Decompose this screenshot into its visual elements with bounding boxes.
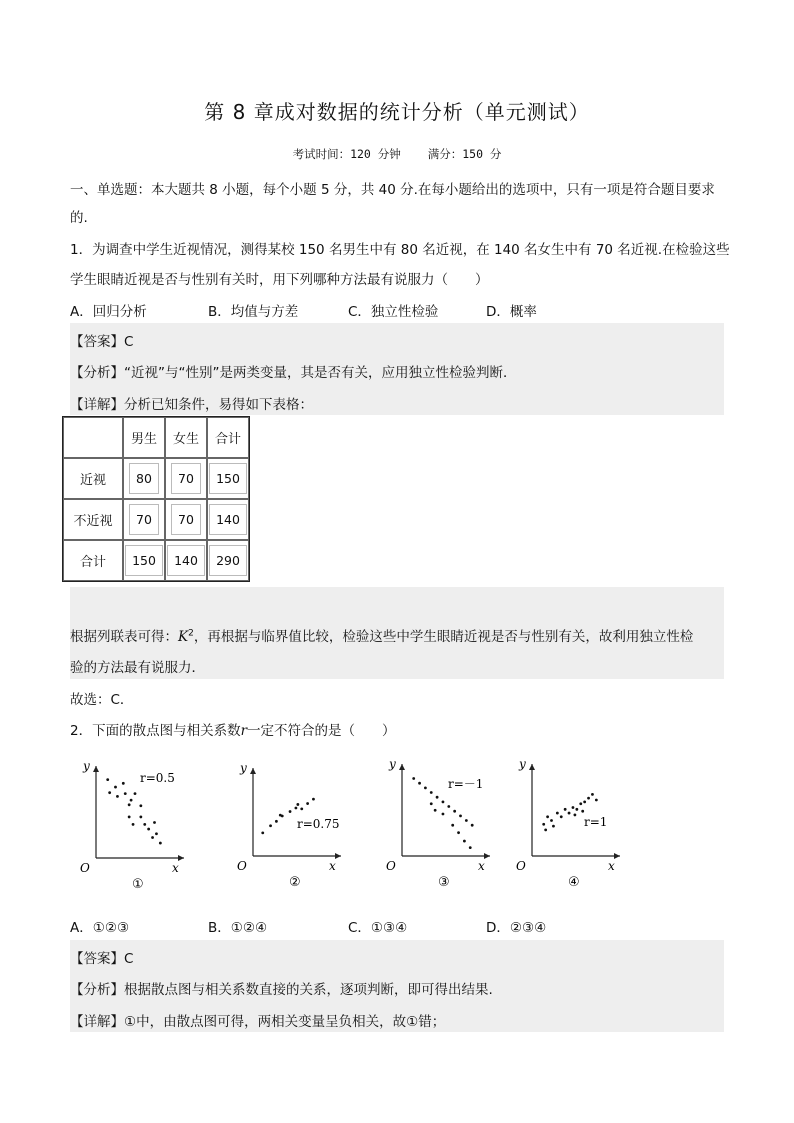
header-male: 男生 [130,432,157,447]
scatter-point [424,786,427,789]
scatter-point [469,846,472,849]
cell-value: 80 [129,463,159,494]
page-title: 第 8 章成对数据的统计分析（单元测试） [204,100,590,124]
cell-value: 70 [171,504,201,535]
table-row [63,458,249,499]
scatter-point [289,810,292,813]
correlation-label: r=0.75 [297,817,340,831]
scatter-point [132,823,135,826]
table-cell [207,540,249,581]
scatter-point [574,814,577,817]
scatter-point [434,809,437,812]
scatter-point [463,840,466,843]
correlation-label: r=0.5 [140,771,175,785]
scatter-point [275,820,278,823]
scatter-point [159,842,162,845]
scatter-point [451,824,454,827]
scatter-point [116,795,119,798]
table-cell [123,417,165,458]
q1-detail: 【详解】分析已知条件，易得如下表格： [70,397,313,413]
header-total: 合计 [214,432,241,447]
x-arrow-icon [335,853,341,859]
scatter-point [296,803,299,806]
q1-analysis: 【分析】“近视”与“性别”是两类变量，其是否有关，应用独立性检验判断． [70,365,517,381]
x-axis-label: x [608,859,615,873]
scatter-point [581,810,584,813]
header-female: 女生 [172,432,199,447]
table-cell [165,417,207,458]
scatter-point [465,819,468,822]
scatter-point [556,812,559,815]
y-arrow-icon [529,764,535,770]
scatter-point [550,819,553,822]
conclusion-text: 根据列联表可得： [70,629,178,645]
scatter-point [312,798,315,801]
scatter-point [447,805,450,808]
q1-stem-line1: 1．为调查中学生近视情况，测得某校 150 名男生中有 80 名近视，在 140 名女生中有 70 名近视.在检验这些 [70,242,730,258]
table-cell [165,499,207,540]
q2-option-d: D．②③④ [486,920,547,936]
scatter-point [459,814,462,817]
scatter-point [155,832,158,835]
q1-stem-line2: 学生眼睛近视是否与性别有关时，用下列哪种方法最有说服力（ ） [70,272,489,288]
origin-label: O [386,859,396,873]
plot-number: ③ [438,875,450,890]
section-header-line1: 一、单选题：本大题共 8 小题，每个小题 5 分，共 40 分.在每小题给出的选项中，只有一项是符合题目要求 [70,182,715,198]
q2-stem-text: 一定不符合的是（ ） [247,723,396,739]
scatter-point [300,807,303,810]
scatter-point [442,800,445,803]
k-exponent: 2 [188,628,194,639]
scatter-point [430,791,433,794]
scatter-point [134,792,137,795]
q2-option-b: B．①②④ [208,920,268,936]
scatter-point [128,816,131,819]
x-axis-label: x [329,859,336,873]
scatter-point [139,804,142,807]
contingency-table [62,416,250,582]
r-symbol: r [240,723,248,739]
scatter-point [583,800,586,803]
q1-option-a: A．回归分析 [70,304,147,320]
q1-option-b: B．均值与方差 [208,304,299,320]
scatter-point [418,782,421,785]
q1-choose: 故选：C． [70,692,134,708]
scatter-point [147,828,150,831]
cell-value: 140 [209,504,247,535]
plot-number: ① [132,877,144,892]
scatter-point [139,816,142,819]
scatter-point [106,778,109,781]
scatter-point [568,812,571,815]
scatter-point [575,808,578,811]
scatter-point [124,792,127,795]
conclusion-text: ，再根据与临界值比较，检验这些中学生眼睛近视是否与性别有关，故利用独立性检 [193,629,694,645]
y-arrow-icon [250,768,256,774]
table-row [63,499,249,540]
q2-option-a: A．①②③ [70,920,130,936]
table-cell [123,499,165,540]
y-axis-label: y [389,757,396,771]
cell-value: 140 [167,545,205,576]
scatter-point [128,803,131,806]
scatter-point [471,824,474,827]
q1-conclusion-line2: 验的方法最有说服力． [70,660,205,676]
scatter-plot-4 [510,758,640,898]
plot-number: ② [289,875,301,890]
row-label: 合计 [79,555,106,570]
scatter-point [587,797,590,800]
table-cell [123,540,165,581]
scatter-point [153,821,156,824]
exam-info [0,146,794,162]
table-cell [207,417,249,458]
plot-number: ④ [568,875,580,890]
scatter-point [591,793,594,796]
q1-conclusion-line1 [70,625,693,645]
table-header-row [63,417,249,458]
table-cell [63,417,123,458]
section-header-line2: 的. [70,210,88,226]
table-row [63,540,249,581]
q1-option-c: C．独立性检验 [348,304,439,320]
table-cell [207,458,249,499]
origin-label: O [237,859,247,873]
scatter-point [544,828,547,831]
exam-score: 满分：150 分 [427,147,502,161]
q2-option-c: C．①③④ [348,920,408,936]
scatter-point [151,836,154,839]
y-axis-label: y [519,757,526,771]
x-arrow-icon [614,853,620,859]
scatter-point [552,825,555,828]
x-arrow-icon [178,855,184,861]
scatter-point [453,810,456,813]
scatter-point [442,813,445,816]
scatter-point [269,824,272,827]
y-arrow-icon [399,764,405,770]
x-axis-label: x [478,859,485,873]
correlation-label: r=1 [584,815,608,829]
q2-stem-text: 2．下面的散点图与相关系数 [70,723,241,739]
cell-value: 70 [171,463,201,494]
q2-stem [70,719,396,739]
scatter-point [295,807,298,810]
scatter-point [436,796,439,799]
cell-value: 70 [129,504,159,535]
scatter-point [430,802,433,805]
table-cell [63,458,123,499]
scatter-point [542,823,545,826]
table-cell [207,499,249,540]
cell-value: 150 [209,463,247,494]
scatter-point [122,782,125,785]
table-cell [63,540,123,581]
k-symbol: K [178,629,189,645]
table-cell [123,458,165,499]
row-label: 不近视 [73,514,113,529]
origin-label: O [516,859,526,873]
scatter-point [130,799,133,802]
q1-answer: 【答案】C [70,334,134,350]
row-label: 近视 [79,473,106,488]
cell-value: 150 [125,545,163,576]
scatter-point [457,831,460,834]
q2-answer: 【答案】C [70,951,134,967]
scatter-plot-2 [225,758,355,898]
scatter-point [108,791,111,794]
y-arrow-icon [93,766,99,772]
scatter-point [279,814,282,817]
scatter-point [114,786,117,789]
y-axis-label: y [240,761,247,775]
q2-analysis: 【分析】根据散点图与相关系数直接的关系，逐项判断，即可得出结果. [70,982,493,998]
q2-detail: 【详解】①中，由散点图可得，两相关变量呈负相关，故①错； [70,1014,446,1030]
scatter-point [572,806,575,809]
scatter-plot-3 [382,758,512,898]
table-cell [165,458,207,499]
scatter-point [595,799,598,802]
scatter-point [546,815,549,818]
scatter-point [560,815,563,818]
scatter-point [564,808,567,811]
x-arrow-icon [484,853,490,859]
scatter-plot-1 [70,758,200,898]
origin-label: O [80,861,90,875]
cell-value: 290 [209,545,247,576]
exam-time: 考试时间：120 分钟 [292,147,401,161]
scatter-point [412,777,415,780]
q1-option-d: D．概率 [486,304,537,320]
scatter-point [261,831,264,834]
correlation-label: r=－1 [448,777,484,791]
y-axis-label: y [83,759,90,773]
scatter-point [306,802,309,805]
x-axis-label: x [172,861,179,875]
table-cell [63,499,123,540]
scatter-point [143,823,146,826]
scatter-point [579,802,582,805]
table-cell [165,540,207,581]
